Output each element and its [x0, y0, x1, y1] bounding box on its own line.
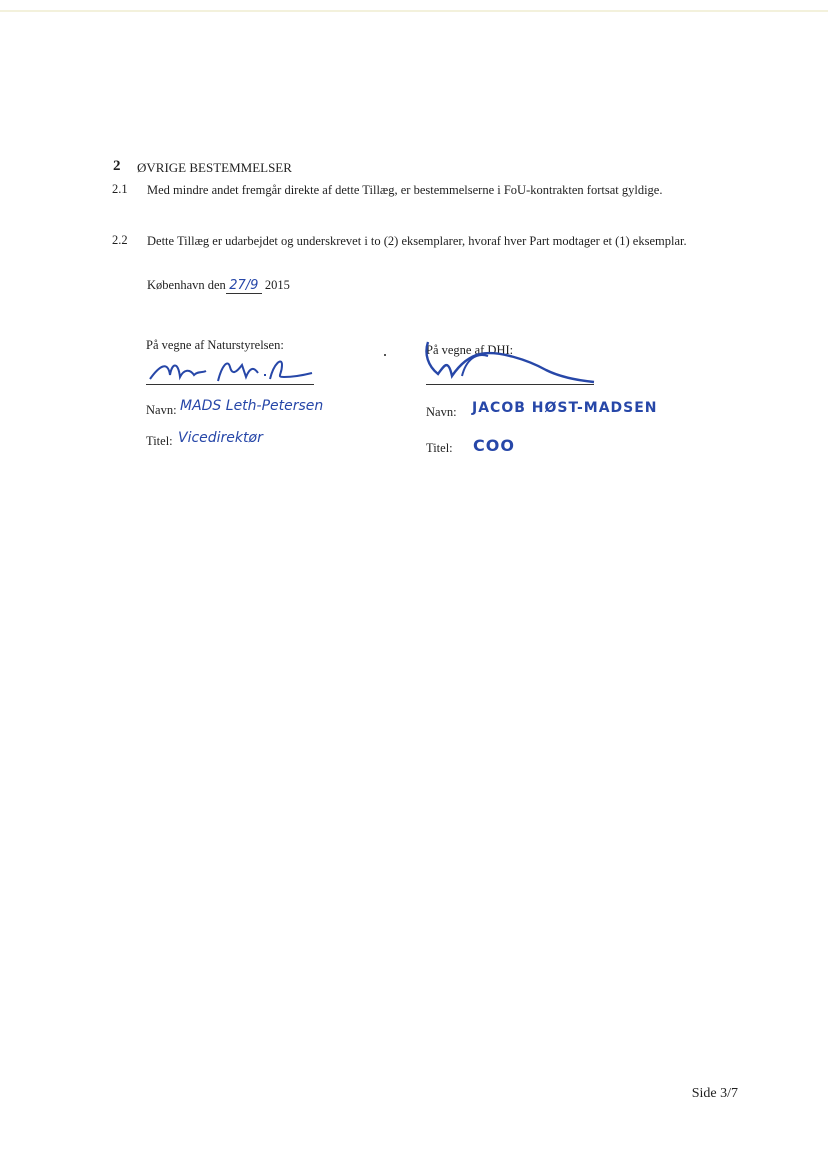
place-date [147, 278, 290, 294]
title-label: Titel: [426, 441, 453, 455]
handwritten-title: COO [473, 436, 515, 455]
clause-number: 2.1 [112, 182, 128, 196]
clause-text: Dette Tillæg er udarbejdet og underskrevet i to (2) eksemplarer, hvoraf hver Part modtager et (1) eksemplar. [147, 234, 687, 248]
handwritten-title: Vicedirektør [178, 430, 263, 446]
signature-line [426, 384, 594, 385]
handwritten-name: MADS Leth-Petersen [180, 398, 324, 414]
page-number: Side 3/7 [691, 1086, 738, 1101]
signature-line [146, 384, 314, 385]
section-number: 2 [113, 158, 121, 174]
title-label: Titel: [146, 434, 173, 448]
name-label: Navn: [146, 403, 177, 417]
signatory-behalf: På vegne af DHI: [426, 343, 514, 357]
signature-naturstyrelsen [146, 355, 316, 387]
handwritten-date: 27/9 [226, 278, 262, 294]
scan-speck [384, 354, 386, 356]
clause-number: 2.2 [112, 233, 128, 247]
place-date-year: 2015 [264, 278, 290, 292]
scan-edge-line [0, 10, 828, 12]
handwritten-name: JACOB HØST-MADSEN [472, 400, 658, 416]
signatory-behalf: På vegne af Naturstyrelsen: [146, 338, 284, 352]
name-label: Navn: [426, 405, 457, 419]
section-title: ØVRIGE BESTEMMELSER [137, 160, 292, 175]
clause-text: Med mindre andet fremgår direkte af dette Tillæg, er bestemmelserne i FoU-kontrakten fortsat gyldige. [147, 183, 663, 197]
place-date-prefix: København den [147, 278, 226, 292]
